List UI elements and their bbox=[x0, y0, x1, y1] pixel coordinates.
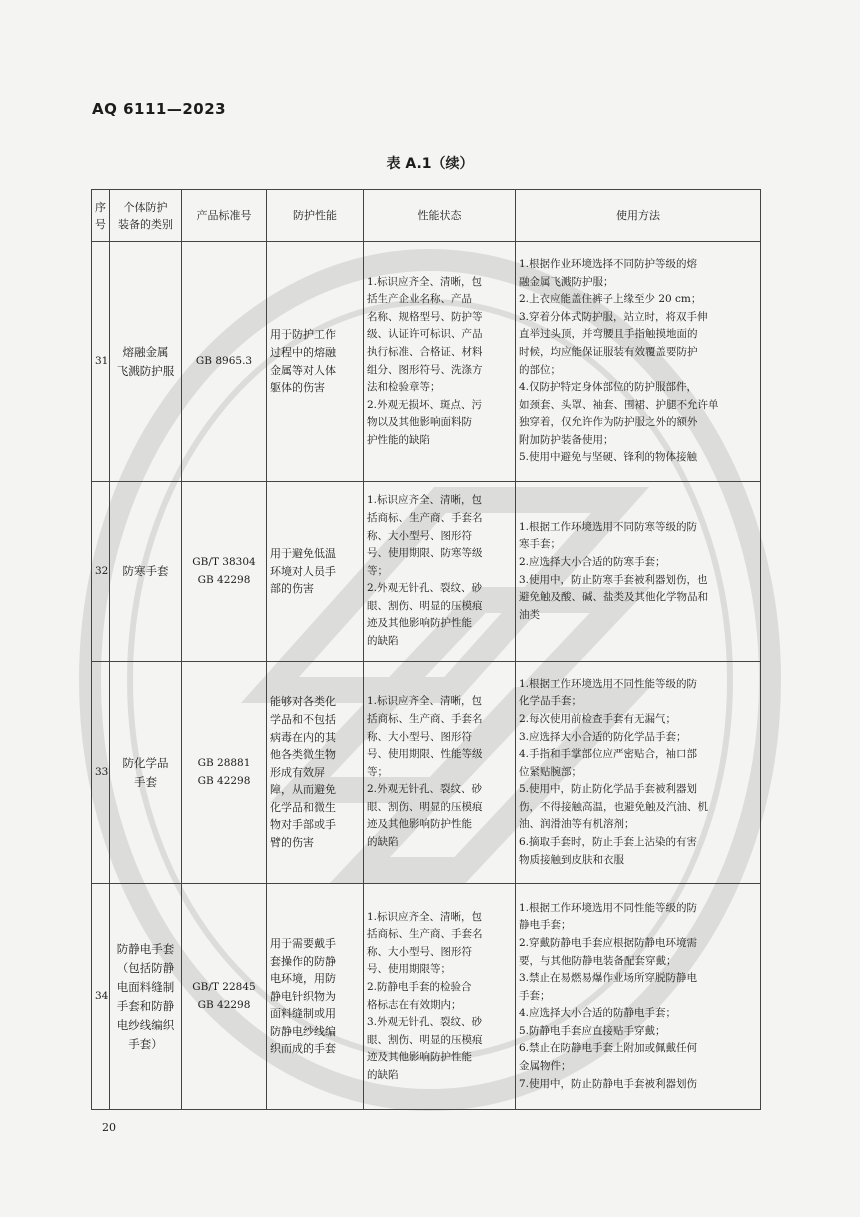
header-category: 个体防护 装备的类别 bbox=[110, 190, 182, 242]
header-no: 序 号 bbox=[92, 190, 110, 242]
usage-cell: 1.根据作业环境选择不同防护等级的熔 融金属飞溅防护服； 2.上衣应能盖住裤子上缘至少 20 cm； 3.穿着分体式防护服，站立时，将双手伸 直举过头顶，并弯腰且手指触摸地面的 时候，均应能保证服装有效覆盖要防护 的部位； 4.仅防护特定身体部位的防护服部件， 如颈套、头罩、袖套、围裙、护腿不允许单 独穿着，仅允许作为防护服之外的额外 附加防护装备使用； 5.使用中避免与坚硬、锋利的物体接触 bbox=[516, 242, 761, 482]
row-number: 34 bbox=[92, 884, 110, 1110]
state-cell: 1.标识应齐全、清晰，包 括商标、生产商、手套名 称、大小型号、图形符 号、使用期限、防寒等级 等； 2.外观无针孔、裂纹、砂 眼、割伤、明显的压模痕 迹及其他影响防护性能 的缺陷 bbox=[364, 482, 516, 662]
standard-cell: GB/T 22845 GB 42298 bbox=[182, 884, 267, 1110]
table-row bbox=[92, 242, 761, 482]
state-cell: 1.标识应齐全、清晰，包 括商标、生产商、手套名 称、大小型号、图形符 号、使用期限等； 2.防静电手套的检验合 格标志在有效期内； 3.外观无针孔、裂纹、砂 眼、割伤、明显的压模痕 迹及其他影响防护性能 的缺陷 bbox=[364, 884, 516, 1110]
standard-cell: GB/T 38304 GB 42298 bbox=[182, 482, 267, 662]
standards-table bbox=[91, 189, 761, 1110]
protection-cell: 用于需要戴手 套操作的防静 电环境，用防 静电针织物为 面料缝制或用 防静电纱线编 织而成的手套 bbox=[267, 884, 364, 1110]
table-row bbox=[92, 662, 761, 884]
row-number: 32 bbox=[92, 482, 110, 662]
header-standard: 产品标准号 bbox=[182, 190, 267, 242]
usage-cell: 1.根据工作环境选用不同防寒等级的防 寒手套； 2.应选择大小合适的防寒手套； 3.使用中，防止防寒手套被利器划伤，也 避免触及酸、碱、盐类及其他化学物品和 油类 bbox=[516, 482, 761, 662]
document-code: AQ 6111—2023 bbox=[92, 100, 227, 118]
header-protection: 防护性能 bbox=[267, 190, 364, 242]
protection-cell: 能够对各类化 学品和不包括 病毒在内的其 他各类微生物 形成有效屏 障，从而避免 化学品和微生 物对手部或手 臂的伤害 bbox=[267, 662, 364, 884]
category-cell: 防化学品 手套 bbox=[110, 662, 182, 884]
header-usage: 使用方法 bbox=[516, 190, 761, 242]
usage-cell: 1.根据工作环境选用不同性能等级的防 静电手套； 2.穿戴防静电手套应根据防静电环境需 要，与其他防静电装备配套穿戴； 3.禁止在易燃易爆作业场所穿脱防静电 手套； 4.应选择大小合适的防静电手套； 5.防静电手套应直接贴手穿戴； 6.禁止在防静电手套上附加或佩戴任何 金属物件； 7.使用中，防止防静电手套被利器划伤 bbox=[516, 884, 761, 1110]
category-cell: 防寒手套 bbox=[110, 482, 182, 662]
standard-cell: GB 28881 GB 42298 bbox=[182, 662, 267, 884]
protection-cell: 用于防护工作 过程中的熔融 金属等对人体 躯体的伤害 bbox=[267, 242, 364, 482]
usage-cell: 1.根据工作环境选用不同性能等级的防 化学品手套； 2.每次使用前检查手套有无漏气； 3.应选择大小合适的防化学品手套； 4.手指和手掌部位应严密贴合，袖口部 位紧贴腕部； 5.使用中，防止防化学品手套被利器划 伤，不得接触高温，也避免触及汽油、机 油、润滑油等有机溶剂； 6.摘取手套时，防止手套上沾染的有害 物质接触到皮肤和衣服 bbox=[516, 662, 761, 884]
state-cell: 1.标识应齐全、清晰，包 括商标、生产商、手套名 称、大小型号、图形符 号、使用期限、性能等级 等； 2.外观无针孔、裂纹、砂 眼、割伤、明显的压模痕 迹及其他影响防护性能 的缺陷 bbox=[364, 662, 516, 884]
table-row bbox=[92, 884, 761, 1110]
table-header-row bbox=[92, 190, 761, 242]
header-state: 性能状态 bbox=[364, 190, 516, 242]
standard-cell: GB 8965.3 bbox=[182, 242, 267, 482]
page-number: 20 bbox=[102, 1121, 116, 1134]
row-number: 33 bbox=[92, 662, 110, 884]
protection-cell: 用于避免低温 环境对人员手 部的伤害 bbox=[267, 482, 364, 662]
table-title: 表 A.1（续） bbox=[386, 156, 474, 172]
table-row bbox=[92, 482, 761, 662]
category-cell: 熔融金属 飞溅防护服 bbox=[110, 242, 182, 482]
row-number: 31 bbox=[92, 242, 110, 482]
category-cell: 防静电手套 （包括防静 电面料缝制 手套和防静 电纱线编织 手套） bbox=[110, 884, 182, 1110]
state-cell: 1.标识应齐全、清晰，包 括生产企业名称、产品 名称、规格型号、防护等 级、认证许可标识、产品 执行标准、合格证、材料 组分、图形符号、洗涤方 法和检验章等； 2.外观无损坏、斑点、污 物以及其他影响面料防 护性能的缺陷 bbox=[364, 242, 516, 482]
